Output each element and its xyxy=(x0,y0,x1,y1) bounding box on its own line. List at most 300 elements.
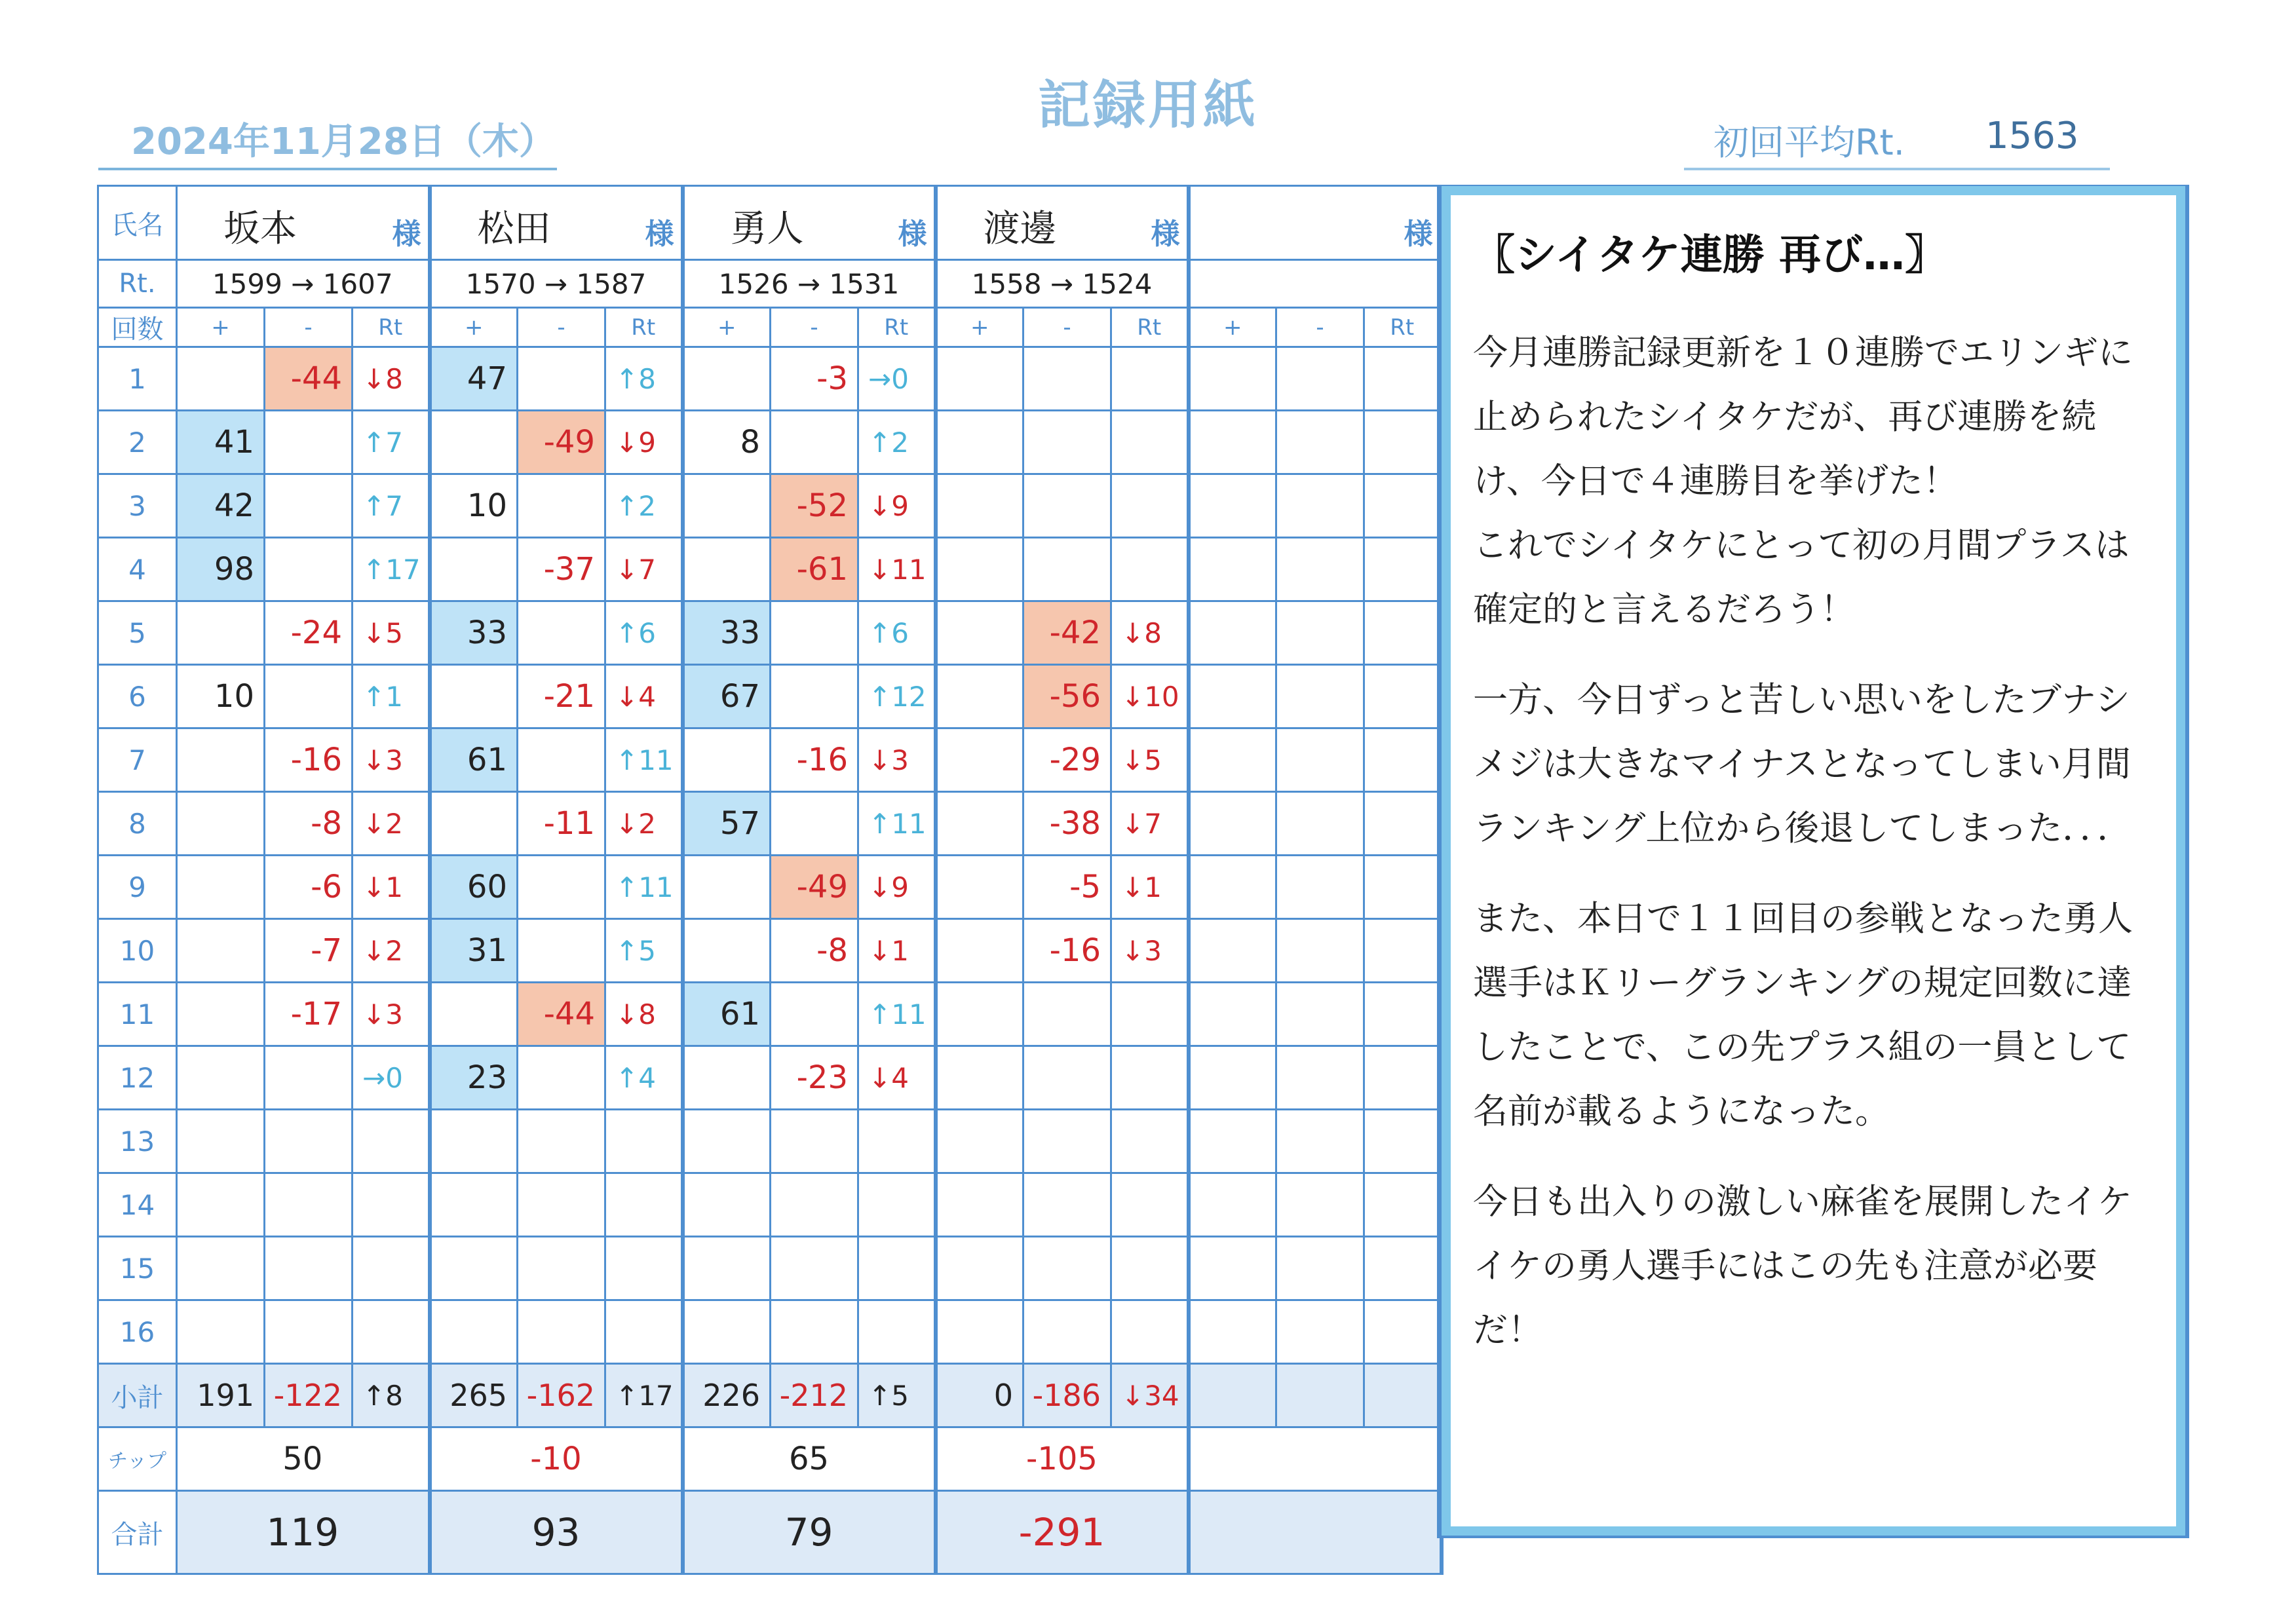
plus-score-cell xyxy=(1189,347,1276,411)
minus-score-cell xyxy=(518,601,605,665)
rt-change-cell xyxy=(1364,1173,1442,1237)
rt-change-cell: ↑11 xyxy=(858,983,936,1046)
round-row xyxy=(98,1173,1442,1237)
minus-score-cell xyxy=(1024,1046,1111,1110)
plus-score-cell xyxy=(936,347,1024,411)
plus-column-header: + xyxy=(936,308,1024,347)
rt-change-cell: ↓9 xyxy=(858,474,936,538)
player-rt-change: 1570 → 1587 xyxy=(430,260,683,308)
plus-score-cell xyxy=(683,538,771,601)
plus-score-cell xyxy=(936,1173,1024,1237)
chip-label: チップ xyxy=(98,1427,177,1491)
rt-change-cell: ↓2 xyxy=(353,919,430,983)
round-number: 8 xyxy=(98,792,177,856)
plus-score-cell xyxy=(683,1046,771,1110)
plus-score-cell xyxy=(177,1237,265,1300)
rt-change-cell xyxy=(1364,538,1442,601)
rt-change-cell: ↓1 xyxy=(1111,856,1189,919)
article-body xyxy=(1451,195,2176,1526)
article-paragraph: 今月連勝記録更新を１０連勝でエリンギに止められたシイタケだが、再び連勝を続け、今日で４連勝目を挙げた！ これでシイタケにとって初の月間プラスは確定的と言えるだろう！ xyxy=(1473,333,2133,630)
minus-score-cell xyxy=(1276,347,1364,411)
round-row xyxy=(98,474,1442,538)
plus-score-cell xyxy=(936,411,1024,474)
rt-change-cell xyxy=(1364,1237,1442,1300)
total-row xyxy=(98,1491,1442,1574)
record-date: 2024年11月28日（木） xyxy=(131,121,556,163)
rt-change-cell: ↑11 xyxy=(858,792,936,856)
minus-score-cell xyxy=(518,919,605,983)
minus-score-cell: -24 xyxy=(265,601,353,665)
plus-score-cell xyxy=(430,1237,518,1300)
player-rt-change: 1558 → 1524 xyxy=(936,260,1189,308)
subtotal-plus xyxy=(1189,1364,1276,1427)
rt-change-cell: ↑1 xyxy=(353,665,430,728)
subtotal-plus: 0 xyxy=(936,1364,1024,1427)
subtotal-minus xyxy=(1276,1364,1364,1427)
rt-change-cell xyxy=(353,1110,430,1173)
minus-score-cell xyxy=(1024,1110,1111,1173)
article-paragraph: 今日も出入りの激しい麻雀を展開したイケイケの勇人選手にはこの先も注意が必要だ！ xyxy=(1473,1182,2132,1350)
rt-change-cell xyxy=(353,1300,430,1364)
plus-score-cell xyxy=(683,1110,771,1173)
player-name: 松田 xyxy=(477,208,551,250)
round-row xyxy=(98,665,1442,728)
plus-score-cell xyxy=(177,728,265,792)
minus-score-cell: -52 xyxy=(771,474,858,538)
player-name-cell xyxy=(177,186,430,260)
subtotal-rt: ↑5 xyxy=(858,1364,936,1427)
minus-score-cell xyxy=(1024,474,1111,538)
honorific-sama: 様 xyxy=(645,217,674,251)
rt-change-cell xyxy=(1364,983,1442,1046)
minus-score-cell xyxy=(1024,1173,1111,1237)
rt-change-cell xyxy=(1111,1173,1189,1237)
plus-score-cell xyxy=(430,1173,518,1237)
plus-score-cell xyxy=(1189,411,1276,474)
subtotal-minus: -162 xyxy=(518,1364,605,1427)
plus-score-cell xyxy=(177,792,265,856)
minus-score-cell xyxy=(1024,1237,1111,1300)
rt-change-cell xyxy=(353,1237,430,1300)
round-row xyxy=(98,347,1442,411)
rt-column-header: Rt xyxy=(1364,308,1442,347)
plus-score-cell xyxy=(1189,665,1276,728)
rt-change-cell: ↓8 xyxy=(353,347,430,411)
plus-score-cell xyxy=(936,474,1024,538)
plus-score-cell xyxy=(177,1300,265,1364)
minus-column-header: - xyxy=(771,308,858,347)
round-row xyxy=(98,983,1442,1046)
plus-score-cell xyxy=(1189,1046,1276,1110)
minus-score-cell xyxy=(1024,411,1111,474)
round-row xyxy=(98,1046,1442,1110)
plus-score-cell xyxy=(1189,983,1276,1046)
rt-change-cell xyxy=(858,1110,936,1173)
rt-change-cell xyxy=(1364,601,1442,665)
minus-score-cell: -44 xyxy=(265,347,353,411)
minus-score-cell: -29 xyxy=(1024,728,1111,792)
subtotal-minus: -186 xyxy=(1024,1364,1111,1427)
plus-column-header: + xyxy=(683,308,771,347)
rt-change-cell: ↓8 xyxy=(605,983,683,1046)
minus-score-cell xyxy=(771,983,858,1046)
plus-score-cell xyxy=(1189,728,1276,792)
round-row xyxy=(98,1237,1442,1300)
minus-score-cell: -42 xyxy=(1024,601,1111,665)
minus-score-cell: -7 xyxy=(265,919,353,983)
minus-score-cell xyxy=(265,665,353,728)
minus-column-header: - xyxy=(1276,308,1364,347)
minus-score-cell: -3 xyxy=(771,347,858,411)
rt-change-cell: ↓5 xyxy=(353,601,430,665)
plus-score-cell xyxy=(936,792,1024,856)
rt-change-cell xyxy=(1364,665,1442,728)
rt-change-cell xyxy=(353,1173,430,1237)
plus-score-cell xyxy=(683,1237,771,1300)
minus-score-cell xyxy=(1276,728,1364,792)
rt-change-cell xyxy=(1364,856,1442,919)
round-number: 14 xyxy=(98,1173,177,1237)
round-number: 5 xyxy=(98,601,177,665)
minus-score-cell: -16 xyxy=(1024,919,1111,983)
rt-change-cell xyxy=(858,1300,936,1364)
rt-change-cell: ↓1 xyxy=(353,856,430,919)
rt-change-cell: ↓3 xyxy=(858,728,936,792)
plus-score-cell xyxy=(430,411,518,474)
rt-column-header: Rt xyxy=(353,308,430,347)
article-title: 〖シイタケ連勝 再び…〗 xyxy=(1473,231,1947,280)
plus-score-cell xyxy=(177,1173,265,1237)
minus-score-cell xyxy=(265,474,353,538)
minus-score-cell xyxy=(771,1237,858,1300)
rt-change-cell xyxy=(1364,411,1442,474)
plus-score-cell: 61 xyxy=(683,983,771,1046)
rt-change-cell xyxy=(1111,347,1189,411)
rt-change-cell: ↑2 xyxy=(858,411,936,474)
rt-underline xyxy=(1684,168,2110,170)
plus-score-cell: 8 xyxy=(683,411,771,474)
rt-change-cell: ↑6 xyxy=(858,601,936,665)
minus-score-cell xyxy=(1276,1237,1364,1300)
round-row xyxy=(98,411,1442,474)
rt-change-cell: ↓11 xyxy=(858,538,936,601)
minus-score-cell xyxy=(771,665,858,728)
rt-change-cell: ↓3 xyxy=(353,728,430,792)
plus-score-cell xyxy=(177,856,265,919)
round-row xyxy=(98,919,1442,983)
plus-score-cell xyxy=(430,1300,518,1364)
rt-change-cell xyxy=(1111,1300,1189,1364)
rt-change-cell xyxy=(1111,983,1189,1046)
plus-score-cell xyxy=(683,474,771,538)
date-underline xyxy=(98,168,557,170)
rt-change-cell: ↓4 xyxy=(605,665,683,728)
plus-score-cell xyxy=(430,983,518,1046)
round-row xyxy=(98,1300,1442,1364)
rt-change-cell xyxy=(1111,474,1189,538)
rt-change-cell: ↑5 xyxy=(605,919,683,983)
minus-score-cell xyxy=(265,1173,353,1237)
round-row xyxy=(98,1110,1442,1173)
rt-change-cell: ↓3 xyxy=(1111,919,1189,983)
rt-change-cell: ↓9 xyxy=(605,411,683,474)
rt-change-cell xyxy=(1364,728,1442,792)
name-label: 氏名 xyxy=(98,186,177,260)
minus-score-cell: -6 xyxy=(265,856,353,919)
minus-score-cell xyxy=(1276,665,1364,728)
plus-score-cell xyxy=(683,856,771,919)
article-paragraph: 一方、今日ずっと苦しい思いをしたブナシメジは大きなマイナスとなってしまい月間ランキング上位から後退してしまった．．． xyxy=(1473,680,2132,848)
player-total: -291 xyxy=(936,1491,1189,1574)
plus-score-cell xyxy=(177,919,265,983)
minus-score-cell: -23 xyxy=(771,1046,858,1110)
minus-score-cell xyxy=(518,1046,605,1110)
rt-change-cell xyxy=(605,1237,683,1300)
round-row xyxy=(98,856,1442,919)
rt-change-cell: ↑8 xyxy=(605,347,683,411)
minus-score-cell: -38 xyxy=(1024,792,1111,856)
plus-score-cell xyxy=(683,919,771,983)
rt-change-cell xyxy=(1364,1300,1442,1364)
round-row xyxy=(98,792,1442,856)
plus-score-cell xyxy=(683,1300,771,1364)
subtotal-rt: ↓34 xyxy=(1111,1364,1189,1427)
rt-change-cell: →0 xyxy=(858,347,936,411)
minus-score-cell xyxy=(265,1046,353,1110)
minus-score-cell xyxy=(1276,983,1364,1046)
plus-score-cell xyxy=(936,919,1024,983)
minus-score-cell: -16 xyxy=(265,728,353,792)
plus-score-cell xyxy=(1189,919,1276,983)
minus-score-cell xyxy=(265,1237,353,1300)
plus-score-cell: 57 xyxy=(683,792,771,856)
player-total: 79 xyxy=(683,1491,936,1574)
plus-score-cell xyxy=(936,1237,1024,1300)
plus-score-cell xyxy=(430,792,518,856)
minus-score-cell xyxy=(1276,856,1364,919)
minus-score-cell: -49 xyxy=(771,856,858,919)
rt-change-cell xyxy=(1364,792,1442,856)
minus-score-cell xyxy=(265,1110,353,1173)
round-number: 7 xyxy=(98,728,177,792)
rt-change-cell: ↑12 xyxy=(858,665,936,728)
minus-score-cell xyxy=(1276,411,1364,474)
score-table xyxy=(97,185,1444,1575)
rt-change-cell: ↑6 xyxy=(605,601,683,665)
plus-score-cell xyxy=(430,665,518,728)
minus-score-cell: -8 xyxy=(771,919,858,983)
subtotal-label: 小計 xyxy=(98,1364,177,1427)
plus-score-cell xyxy=(430,538,518,601)
minus-score-cell: -37 xyxy=(518,538,605,601)
rt-change-cell xyxy=(605,1300,683,1364)
rt-change-cell xyxy=(1364,919,1442,983)
plus-score-cell: 41 xyxy=(177,411,265,474)
plus-score-cell: 47 xyxy=(430,347,518,411)
plus-column-header: + xyxy=(177,308,265,347)
rt-change-cell xyxy=(1111,1237,1189,1300)
minus-score-cell xyxy=(518,1237,605,1300)
plus-score-cell xyxy=(936,1046,1024,1110)
rt-change-cell: ↓2 xyxy=(353,792,430,856)
plus-score-cell xyxy=(1189,856,1276,919)
rt-column-header: Rt xyxy=(605,308,683,347)
round-number: 3 xyxy=(98,474,177,538)
rt-change-cell: ↓10 xyxy=(1111,665,1189,728)
rt-change-cell: ↓4 xyxy=(858,1046,936,1110)
plus-score-cell xyxy=(936,601,1024,665)
name-row xyxy=(98,186,1442,260)
plus-score-cell xyxy=(1189,1110,1276,1173)
rt-change-cell: ↓1 xyxy=(858,919,936,983)
plus-score-cell xyxy=(1189,601,1276,665)
round-number: 11 xyxy=(98,983,177,1046)
player-chip xyxy=(1189,1427,1442,1491)
player-name: 坂本 xyxy=(223,208,297,250)
player-chip: 65 xyxy=(683,1427,936,1491)
minus-score-cell xyxy=(518,474,605,538)
minus-score-cell xyxy=(518,1173,605,1237)
rt-change-cell xyxy=(605,1110,683,1173)
minus-score-cell: -8 xyxy=(265,792,353,856)
rt-change-cell: ↑11 xyxy=(605,856,683,919)
minus-score-cell xyxy=(518,1300,605,1364)
rt-change-cell xyxy=(1111,538,1189,601)
minus-score-cell xyxy=(771,792,858,856)
minus-score-cell: -61 xyxy=(771,538,858,601)
minus-score-cell xyxy=(518,347,605,411)
minus-score-cell xyxy=(265,1300,353,1364)
plus-score-cell: 61 xyxy=(430,728,518,792)
rt-change-cell: ↑4 xyxy=(605,1046,683,1110)
minus-score-cell xyxy=(1024,983,1111,1046)
round-number: 12 xyxy=(98,1046,177,1110)
minus-score-cell: -16 xyxy=(771,728,858,792)
minus-score-cell: -56 xyxy=(1024,665,1111,728)
minus-column-header: - xyxy=(265,308,353,347)
plus-score-cell: 60 xyxy=(430,856,518,919)
plus-score-cell xyxy=(1189,792,1276,856)
plus-score-cell xyxy=(936,1110,1024,1173)
minus-score-cell xyxy=(1024,347,1111,411)
honorific-sama: 様 xyxy=(1151,217,1180,251)
plus-score-cell: 10 xyxy=(430,474,518,538)
column-header-row xyxy=(98,308,1442,347)
minus-score-cell xyxy=(265,411,353,474)
minus-score-cell xyxy=(771,1173,858,1237)
round-number: 6 xyxy=(98,665,177,728)
minus-score-cell: -17 xyxy=(265,983,353,1046)
minus-score-cell: -44 xyxy=(518,983,605,1046)
plus-score-cell: 42 xyxy=(177,474,265,538)
minus-score-cell xyxy=(1276,1173,1364,1237)
honorific-sama: 様 xyxy=(898,217,927,251)
round-number: 16 xyxy=(98,1300,177,1364)
subtotal-rt: ↑17 xyxy=(605,1364,683,1427)
minus-score-cell xyxy=(518,1110,605,1173)
rt-change-cell xyxy=(1111,1110,1189,1173)
page-title: 記録用紙 xyxy=(1038,75,1258,136)
player-name: 渡邊 xyxy=(983,208,1057,250)
round-number: 1 xyxy=(98,347,177,411)
plus-score-cell xyxy=(1189,1237,1276,1300)
rt-label: Rt. xyxy=(98,260,177,308)
article-panel xyxy=(1442,186,2185,1536)
minus-score-cell xyxy=(1024,538,1111,601)
player-name-cell xyxy=(936,186,1189,260)
plus-score-cell xyxy=(177,1046,265,1110)
rt-change-cell xyxy=(858,1237,936,1300)
plus-score-cell xyxy=(936,538,1024,601)
rt-change-cell: ↑17 xyxy=(353,538,430,601)
plus-score-cell: 67 xyxy=(683,665,771,728)
player-total: 93 xyxy=(430,1491,683,1574)
player-name: 勇人 xyxy=(730,208,804,250)
rt-change-cell: →0 xyxy=(353,1046,430,1110)
article-paragraph: また、本日で１１回目の参戦となった勇人選手はＫリーグランキングの規定回数に達したことで、この先プラス組の一員として名前が載るようになった。 xyxy=(1473,899,2133,1131)
subtotal-plus: 191 xyxy=(177,1364,265,1427)
rt-change-cell: ↑7 xyxy=(353,474,430,538)
player-name-cell xyxy=(1189,186,1442,260)
plus-score-cell xyxy=(683,347,771,411)
honorific-sama: 様 xyxy=(392,217,421,251)
minus-score-cell xyxy=(771,1300,858,1364)
round-number: 2 xyxy=(98,411,177,474)
rt-change-cell: ↑11 xyxy=(605,728,683,792)
minus-score-cell: -5 xyxy=(1024,856,1111,919)
rt-change-cell: ↓9 xyxy=(858,856,936,919)
plus-score-cell xyxy=(177,601,265,665)
subtotal-plus: 226 xyxy=(683,1364,771,1427)
minus-score-cell: -11 xyxy=(518,792,605,856)
rounds-label: 回数 xyxy=(98,308,177,347)
round-number: 15 xyxy=(98,1237,177,1300)
player-total xyxy=(1189,1491,1442,1574)
plus-score-cell xyxy=(936,983,1024,1046)
rt-change-cell: ↓2 xyxy=(605,792,683,856)
chip-row xyxy=(98,1427,1442,1491)
subtotal-plus: 265 xyxy=(430,1364,518,1427)
round-number: 13 xyxy=(98,1110,177,1173)
plus-score-cell xyxy=(683,728,771,792)
minus-score-cell xyxy=(265,538,353,601)
player-chip: -10 xyxy=(430,1427,683,1491)
player-chip: -105 xyxy=(936,1427,1189,1491)
minus-score-cell xyxy=(1276,474,1364,538)
plus-score-cell xyxy=(177,983,265,1046)
initial-average-rt-label: 初回平均Rt. xyxy=(1713,122,1905,163)
player-total: 119 xyxy=(177,1491,430,1574)
minus-score-cell xyxy=(771,601,858,665)
minus-score-cell xyxy=(518,728,605,792)
minus-score-cell xyxy=(1276,1110,1364,1173)
subtotal-minus: -212 xyxy=(771,1364,858,1427)
minus-score-cell xyxy=(1276,919,1364,983)
subtotal-row xyxy=(98,1364,1442,1427)
rt-change-cell: ↓5 xyxy=(1111,728,1189,792)
rt-change-cell: ↓8 xyxy=(1111,601,1189,665)
rt-change-cell xyxy=(1111,411,1189,474)
plus-score-cell: 10 xyxy=(177,665,265,728)
plus-score-cell xyxy=(1189,1173,1276,1237)
round-row xyxy=(98,538,1442,601)
player-name-cell xyxy=(683,186,936,260)
plus-score-cell xyxy=(177,1110,265,1173)
minus-score-cell xyxy=(1276,792,1364,856)
plus-score-cell: 33 xyxy=(683,601,771,665)
minus-column-header: - xyxy=(1024,308,1111,347)
subtotal-rt xyxy=(1364,1364,1442,1427)
